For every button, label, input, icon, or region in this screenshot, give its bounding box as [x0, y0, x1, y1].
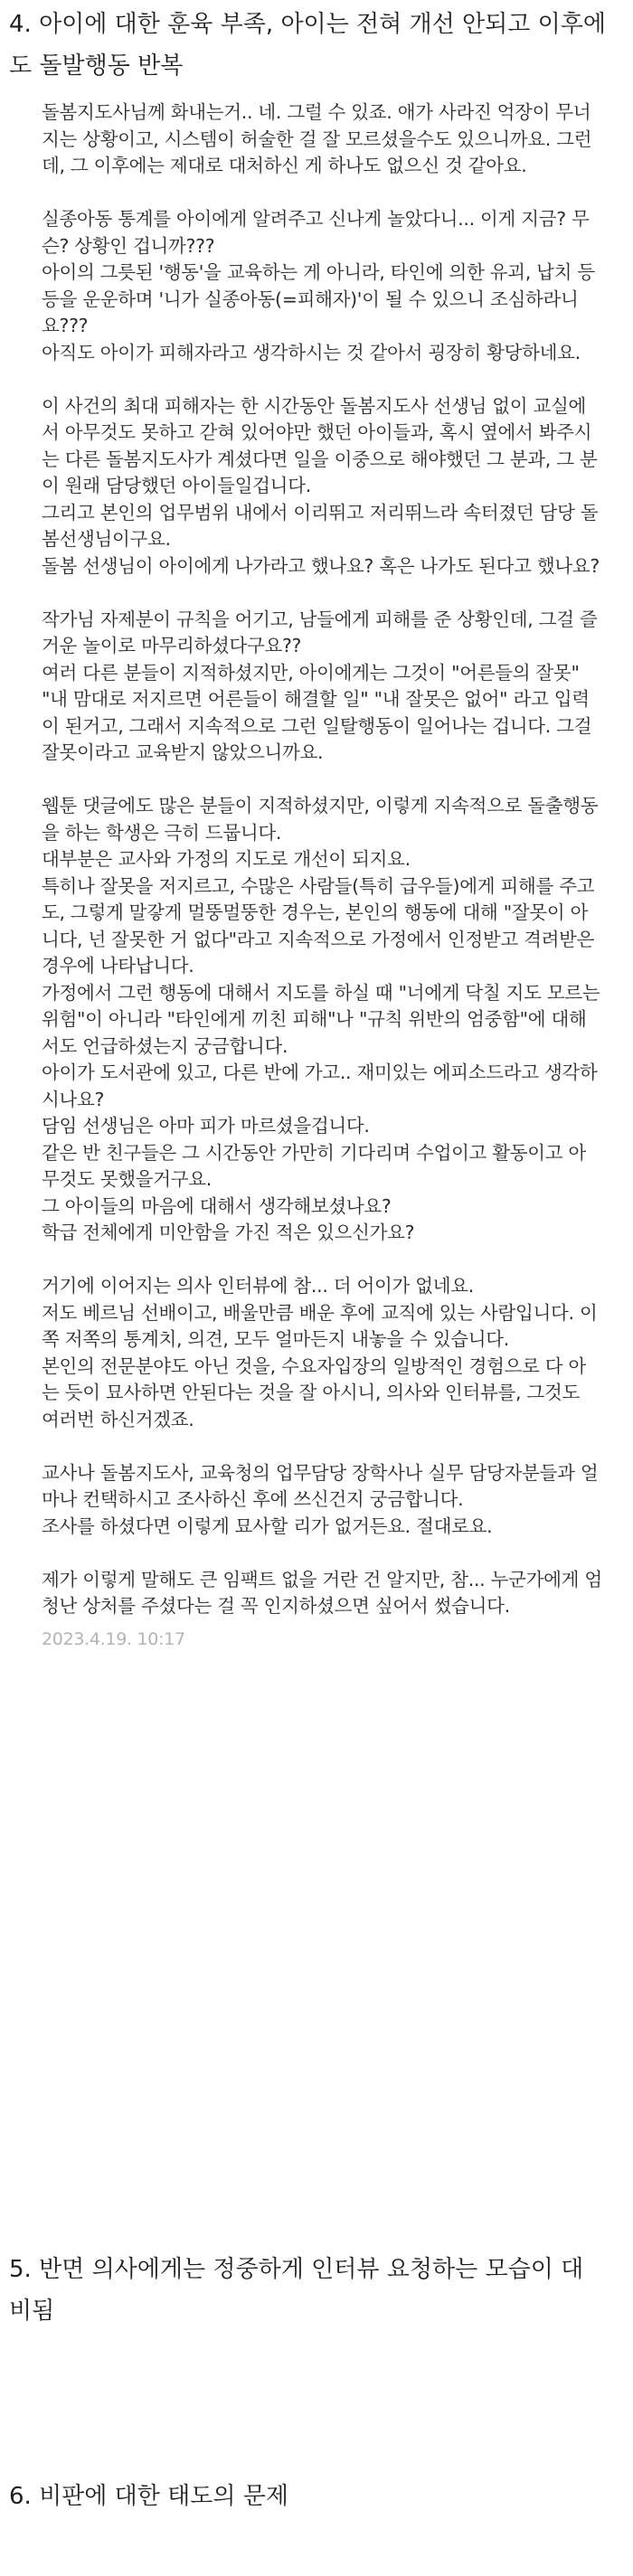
comment-paragraph: 실종아동 통계를 아이에게 알려주고 신나게 놀았다니... 이게 지금? 무슨? 상황인 겁니까??? 아이의 그릇된 '행동'을 교육하는 게 아니라, 타인에 의한 유괴, 납치 등등을 운운하며 '니가 실종아동(=피해자)'이 될 수 있으니 조심하라니요??? 아직도 아이가 피해자라고 생각하시는 것 같아서 굉장히 황당하네요.: [42, 208, 595, 363]
comment-paragraph: 작가님 자제분이 규칙을 어기고, 남들에게 피해를 준 상황인데, 그걸 즐거운 놀이로 마무리하셨다구요?? 여러 다른 분들이 지적하셨지만, 아이에게는 그것이 "어른들의 잘못" "내 맘대로 저지르면 어른들이 해결할 일" "내 잘못은 없어" 라고 입력이 된거고, 그래서 지속적으로 그런 일탈행동이 일어나는 겁니다. 그걸 잘못이라고 교육받지 않았으니까요.: [42, 608, 598, 763]
comment-paragraph: 거기에 이어지는 의사 인터뷰에 참... 더 어이가 없네요. 저도 베르님 선배이고, 배울만큼 배운 후에 교직에 있는 사람입니다. 이쪽 저쪽의 통계치, 의견, 모두 얼마든지 내놓을 수 있습니다. 본인의 전문분야도 아닌 것을, 수요자입장의 일방적인 경험으로 다 아는 듯이 묘사하면 안된다는 것을 잘 아시니, 의사와 인터뷰를, 그것도 여러번 하신거겠죠.: [42, 1275, 598, 1430]
comment-block: [42, 99, 602, 1653]
comment-timestamp: 2023.4.19. 10:17: [42, 1628, 185, 1649]
comment-paragraph: 웹툰 댓글에도 많은 분들이 지적하셨지만, 이렇게 지속적으로 돌출행동을 하는 학생은 극히 드뭅니다. 대부분은 교사와 가정의 지도로 개선이 되지요. 특히나 잘못을 저지르고, 수많은 사람들(특히 급우들)에게 피해를 주고도, 그렇게 말갛게 멀뚱멀뚱한 경우는, 본인의 행동에 대해 "잘못이 아니다, 넌 잘못한 거 없다"라고 지속적으로 가정에서 인정받고 격려받은 경우에 나타납니다. 가정에서 그런 행동에 대해서 지도를 하실 때 "너에게 닥칠 지도 모르는 위험"이 아니라 "타인에게 끼친 피해"나 "규칙 위반의 엄중함"에 대해서도 언급하셨는지 궁금합니다. 아이가 도서관에 있고, 다른 반에 가고.. 재미있는 에피소드라고 생각하시나요? 담임 선생님은 아마 피가 마르셨을겁니다. 같은 반 친구들은 그 시간동안 가만히 기다리며 수업이고 활동이고 아무것도 못했을거구요. 그 아이들의 마음에 대해서 생각해보셨나요? 학급 전체에게 미안함을 가진 적은 있으신가요?: [42, 795, 600, 1243]
section-heading-6: 6. 비판에 대한 태도의 문제: [9, 2483, 289, 2510]
comment-paragraph: 교사나 돌봄지도사, 교육청의 업무담당 장학사나 실무 담당자분들과 얼마나 컨택하시고 조사하신 후에 쓰신건지 궁금합니다. 조사를 하셨다면 이렇게 묘사할 리가 없거든요. 절대로요.: [42, 1461, 599, 1537]
comment-paragraph: 제가 이렇게 말해도 큰 임팩트 없을 거란 건 알지만, 참... 누군가에게 엄청난 상처를 주셨다는 걸 꼭 인지하셨으면 싶어서 썼습니다.: [42, 1568, 602, 1617]
comment-paragraph: 돌봄지도사님께 화내는거.. 네. 그럴 수 있죠. 애가 사라진 억장이 무너지는 상황이고, 시스템이 허술한 걸 잘 모르셨을수도 있으니까요. 그런데, 그 이후에는 제대로 대처하신 게 하나도 없으신 것 같아요.: [42, 101, 592, 176]
comment-paragraph: 이 사건의 최대 피해자는 한 시간동안 돌봄지도사 선생님 없이 교실에서 아무것도 못하고 갇혀 있어야만 했던 아이들과, 혹시 옆에서 봐주시는 다른 돌봄지도사가 계셨다면 일을 이중으로 해야했던 그 분과, 그 분이 원래 담당했던 아이들일겁니다. 그리고 본인의 업무범위 내에서 이리뛰고 저리뛰느라 속터졌던 담당 돌봄선생님이구요. 돌봄 선생님이 아이에게 나가라고 했나요? 혹은 나가도 된다고 했나요?: [42, 394, 600, 577]
section-heading-4: 4. 아이에 대한 훈육 부족, 아이는 전혀 개선 안되고 이후에도 돌발행동 반복: [9, 11, 607, 80]
section-heading-5: 5. 반면 의사에게는 정중하게 인터뷰 요청하는 모습이 대비됨: [9, 2256, 584, 2325]
